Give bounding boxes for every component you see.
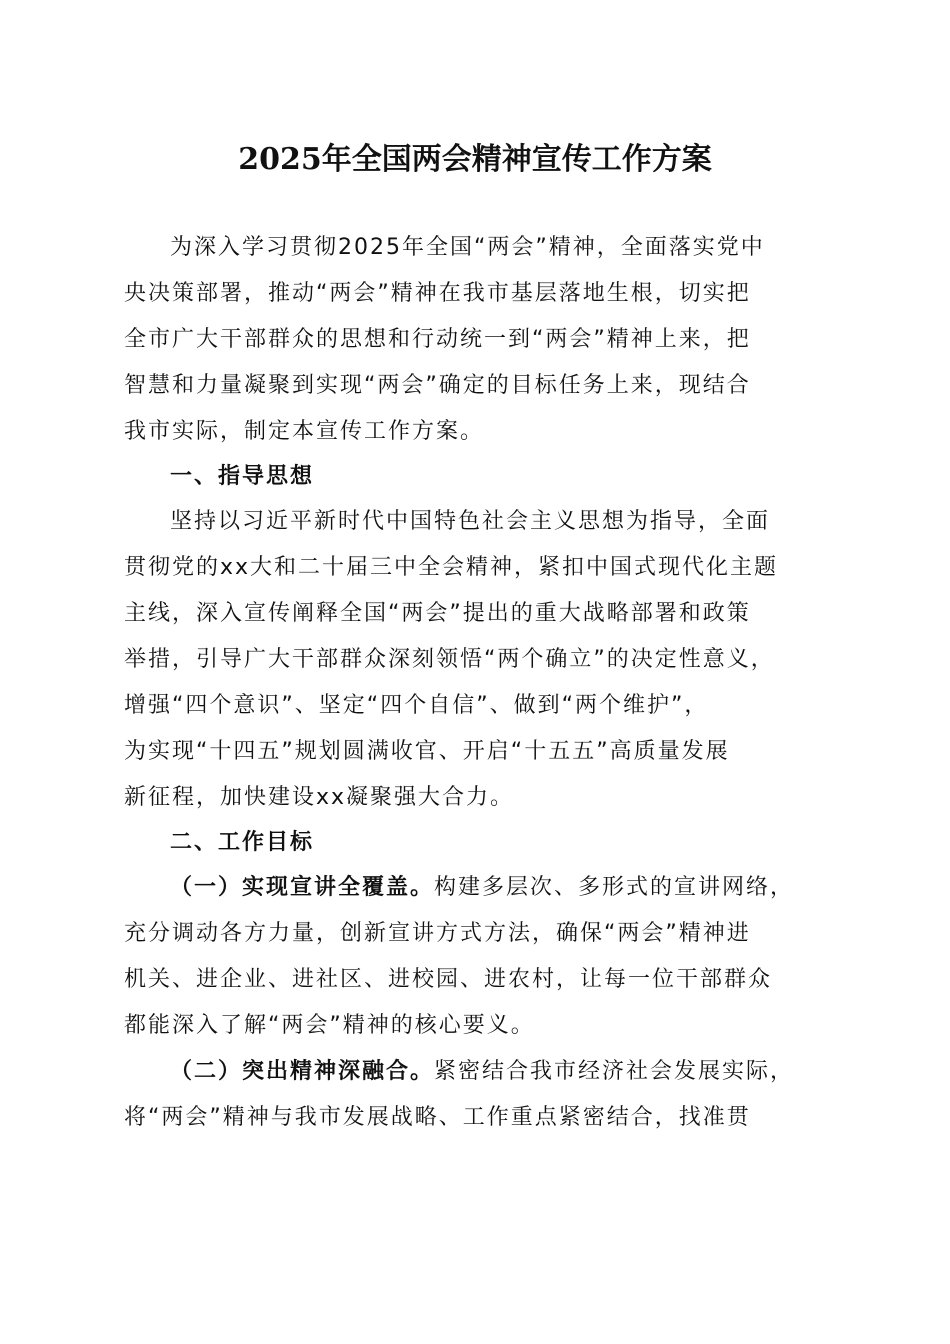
goal-item-text: 构建多层次、多形式的宣讲网络， <box>434 875 795 900</box>
document-body <box>124 225 830 1141</box>
intro-line: 央决策部署，推动“两会”精神在我市基层落地生根，切实把 <box>124 281 751 306</box>
paragraph-line: 将“两会”精神与我市发展战略、工作重点紧密结合，找准贯 <box>124 1105 751 1130</box>
paragraph-line: 为实现“十四五”规划圆满收官、开启“十五五”高质量发展 <box>124 739 730 764</box>
goal-item-2 <box>124 1049 830 1141</box>
section-heading-work-goals: 二、工作目标 <box>170 830 315 855</box>
paragraph-line: 新征程，加快建设xx凝聚强大合力。 <box>124 785 515 810</box>
goal-item-lead: （二）突出精神深融合。 <box>170 1059 435 1084</box>
paragraph-line: 充分调动各方力量，创新宣讲方式方法，确保“两会”精神进 <box>124 921 751 946</box>
paragraph-line: 都能深入了解“两会”精神的核心要义。 <box>124 1013 535 1038</box>
paragraph-line: 主线，深入宣传阐释全国“两会”提出的重大战略部署和政策 <box>124 601 751 626</box>
paragraph-line: 增强“四个意识”、坚定“四个自信”、做到“两个维护”， <box>124 693 709 718</box>
document-title: 2025年全国两会精神宣传工作方案 <box>238 142 712 177</box>
guiding-ideology-paragraph <box>124 499 830 821</box>
paragraph-line: 机关、进企业、进社区、进校园、进农村，让每一位干部群众 <box>124 967 773 992</box>
intro-line: 智慧和力量凝聚到实现“两会”确定的目标任务上来，现结合 <box>124 373 751 398</box>
goal-item-text: 紧密结合我市经济社会发展实际， <box>434 1059 795 1084</box>
paragraph-line: 举措，引导广大干部群众深刻领悟“两个确立”的决定性意义， <box>124 647 775 672</box>
paragraph-line: 坚持以习近平新时代中国特色社会主义思想为指导，全面 <box>170 509 771 534</box>
intro-line: 我市实际，制定本宣传工作方案。 <box>124 419 485 444</box>
section-heading-guiding-ideology: 一、指导思想 <box>170 464 315 489</box>
intro-line: 全市广大干部群众的思想和行动统一到“两会”精神上来，把 <box>124 327 751 352</box>
goal-item-1 <box>124 865 830 1049</box>
intro-line: 为深入学习贯彻2025年全国“两会”精神，全面落实党中 <box>170 235 765 260</box>
goal-item-lead: （一）实现宣讲全覆盖。 <box>170 875 435 900</box>
intro-paragraph <box>124 225 830 455</box>
paragraph-line: 贯彻党的xx大和二十届三中全会精神，紧扣中国式现代化主题 <box>124 555 779 580</box>
goal-item-first-line <box>124 1049 830 1095</box>
goal-item-first-line <box>124 865 830 911</box>
